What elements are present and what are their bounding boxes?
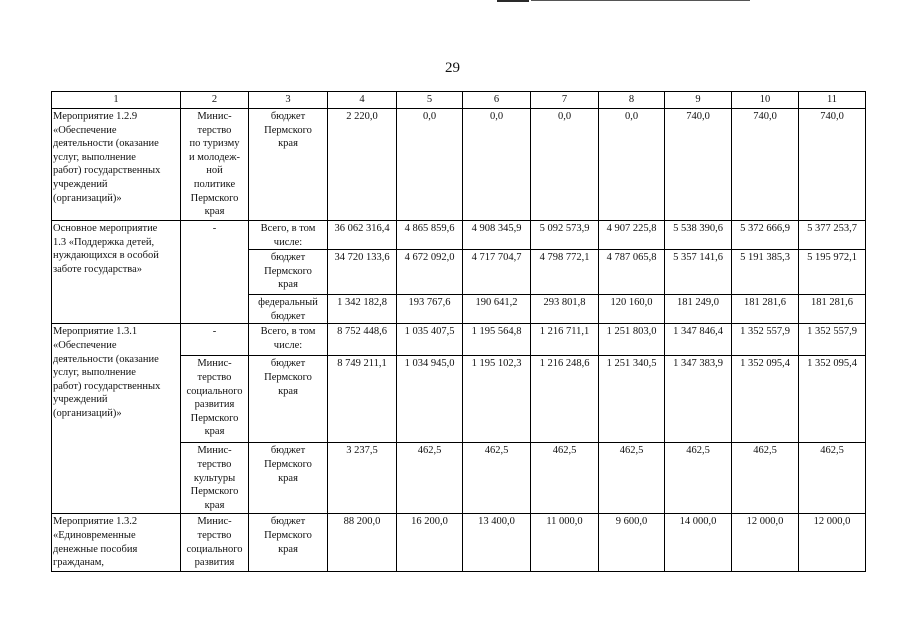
value-cell: 12 000,0: [799, 514, 866, 572]
value-cell: 190 641,2: [463, 295, 531, 324]
funding-source-cell: бюджет Пермского края: [249, 443, 328, 514]
activity-cell: Мероприятие 1.3.1 «Обеспечение деятельности (оказание услуг, выполнение работ) государственных учреждений (организаций)»: [52, 324, 181, 514]
value-cell: 1 216 248,6: [531, 356, 599, 443]
column-number: 2: [181, 92, 249, 109]
value-cell: 1 195 102,3: [463, 356, 531, 443]
value-cell: 14 000,0: [665, 514, 732, 572]
value-cell: 2 220,0: [328, 109, 397, 221]
value-cell: 11 000,0: [531, 514, 599, 572]
value-cell: 740,0: [665, 109, 732, 221]
table-row: [52, 109, 866, 221]
value-cell: 740,0: [732, 109, 799, 221]
column-number: 6: [463, 92, 531, 109]
funding-source-cell: федеральный бюджет: [249, 295, 328, 324]
page-number: 29: [445, 60, 460, 76]
funding-source-cell: бюджет Пермского края: [249, 356, 328, 443]
value-cell: 0,0: [397, 109, 463, 221]
value-cell: 1 035 407,5: [397, 324, 463, 356]
value-cell: 0,0: [463, 109, 531, 221]
column-number: 4: [328, 92, 397, 109]
value-cell: 8 749 211,1: [328, 356, 397, 443]
funding-source-cell: Всего, в том числе:: [249, 324, 328, 356]
value-cell: 1 352 557,9: [732, 324, 799, 356]
funding-source-cell: бюджет Пермского края: [249, 514, 328, 572]
value-cell: 462,5: [665, 443, 732, 514]
value-cell: 4 672 092,0: [397, 250, 463, 295]
value-cell: 120 160,0: [599, 295, 665, 324]
executor-cell: Минис- терство по туризму и молодеж- ной политике Пермского края: [181, 109, 249, 221]
column-number: 7: [531, 92, 599, 109]
top-edge-line: [531, 0, 750, 1]
executor-cell: Минис- терство социального развития Пермского края: [181, 356, 249, 443]
executor-cell: -: [181, 221, 249, 324]
value-cell: 293 801,8: [531, 295, 599, 324]
value-cell: 462,5: [397, 443, 463, 514]
value-cell: 0,0: [599, 109, 665, 221]
value-cell: 181 281,6: [799, 295, 866, 324]
value-cell: 3 237,5: [328, 443, 397, 514]
value-cell: 34 720 133,6: [328, 250, 397, 295]
column-number: 5: [397, 92, 463, 109]
value-cell: 1 352 095,4: [732, 356, 799, 443]
table-row: [52, 221, 866, 250]
value-cell: 88 200,0: [328, 514, 397, 572]
value-cell: 462,5: [799, 443, 866, 514]
column-number: 1: [52, 92, 181, 109]
funding-source-cell: бюджет Пермского края: [249, 109, 328, 221]
value-cell: 13 400,0: [463, 514, 531, 572]
value-cell: 9 600,0: [599, 514, 665, 572]
column-number: 8: [599, 92, 665, 109]
financing-table: [51, 91, 866, 572]
value-cell: 1 347 846,4: [665, 324, 732, 356]
value-cell: 5 372 666,9: [732, 221, 799, 250]
value-cell: 12 000,0: [732, 514, 799, 572]
value-cell: 462,5: [463, 443, 531, 514]
value-cell: 4 865 859,6: [397, 221, 463, 250]
column-number: 3: [249, 92, 328, 109]
value-cell: 4 798 772,1: [531, 250, 599, 295]
value-cell: 462,5: [599, 443, 665, 514]
table-row: [52, 324, 866, 356]
funding-source-cell: Всего, в том числе:: [249, 221, 328, 250]
value-cell: 193 767,6: [397, 295, 463, 324]
value-cell: 5 191 385,3: [732, 250, 799, 295]
value-cell: 4 908 345,9: [463, 221, 531, 250]
value-cell: 1 352 557,9: [799, 324, 866, 356]
value-cell: 1 347 383,9: [665, 356, 732, 443]
value-cell: 462,5: [531, 443, 599, 514]
value-cell: 740,0: [799, 109, 866, 221]
activity-cell: Основное мероприятие 1.3 «Поддержка детей, нуждающихся в особой заботе государства»: [52, 221, 181, 324]
value-cell: 1 216 711,1: [531, 324, 599, 356]
value-cell: 0,0: [531, 109, 599, 221]
value-cell: 181 281,6: [732, 295, 799, 324]
value-cell: 16 200,0: [397, 514, 463, 572]
activity-cell: Мероприятие 1.3.2 «Единовременные денежные пособия гражданам,: [52, 514, 181, 572]
value-cell: 5 538 390,6: [665, 221, 732, 250]
executor-cell: Минис- терство культуры Пермского края: [181, 443, 249, 514]
column-number: 10: [732, 92, 799, 109]
value-cell: 4 717 704,7: [463, 250, 531, 295]
value-cell: 1 195 564,8: [463, 324, 531, 356]
top-edge-mark: [497, 0, 529, 2]
value-cell: 1 342 182,8: [328, 295, 397, 324]
value-cell: 5 357 141,6: [665, 250, 732, 295]
column-number-row: [52, 92, 866, 109]
value-cell: 5 092 573,9: [531, 221, 599, 250]
value-cell: 1 251 340,5: [599, 356, 665, 443]
value-cell: 4 907 225,8: [599, 221, 665, 250]
value-cell: 181 249,0: [665, 295, 732, 324]
value-cell: 1 251 803,0: [599, 324, 665, 356]
table-row: [52, 514, 866, 572]
activity-cell: Мероприятие 1.2.9 «Обеспечение деятельности (оказание услуг, выполнение работ) государственных учреждений (организаций)»: [52, 109, 181, 221]
value-cell: 4 787 065,8: [599, 250, 665, 295]
value-cell: 1 034 945,0: [397, 356, 463, 443]
value-cell: 8 752 448,6: [328, 324, 397, 356]
column-number: 9: [665, 92, 732, 109]
value-cell: 36 062 316,4: [328, 221, 397, 250]
value-cell: 5 377 253,7: [799, 221, 866, 250]
value-cell: 462,5: [732, 443, 799, 514]
funding-source-cell: бюджет Пермского края: [249, 250, 328, 295]
executor-cell: -: [181, 324, 249, 356]
value-cell: 5 195 972,1: [799, 250, 866, 295]
column-number: 11: [799, 92, 866, 109]
value-cell: 1 352 095,4: [799, 356, 866, 443]
executor-cell: Минис- терство социального развития: [181, 514, 249, 572]
